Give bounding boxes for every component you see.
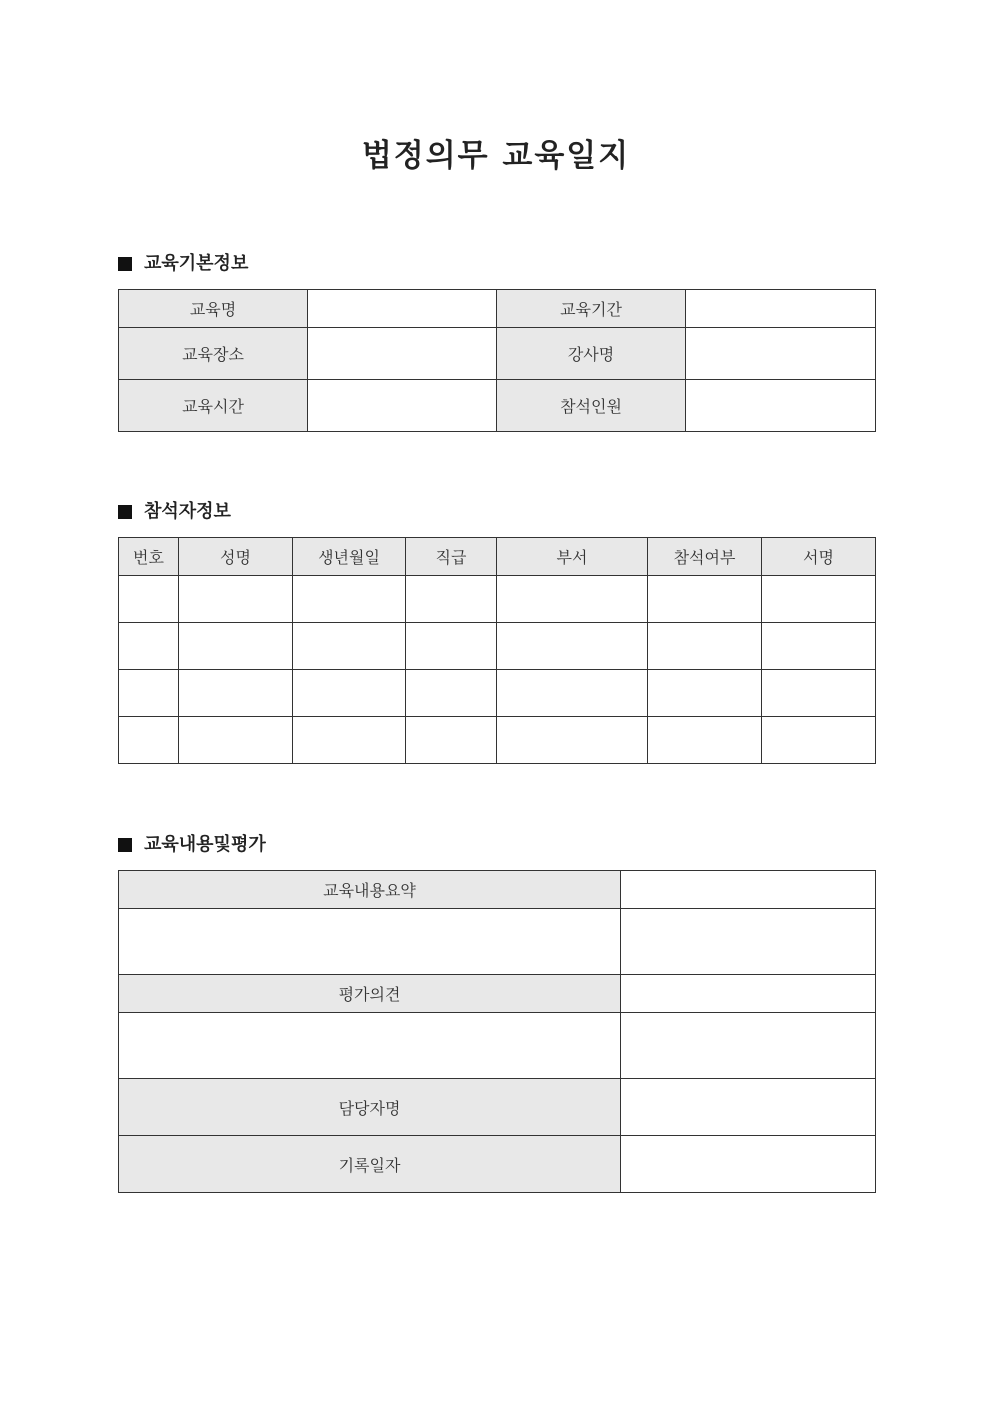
table-cell[interactable] — [119, 670, 179, 717]
value-cell[interactable] — [621, 1013, 876, 1079]
table-row — [119, 1136, 876, 1193]
value-cell[interactable] — [686, 328, 876, 380]
section-heading-basic-info — [118, 252, 248, 276]
table-cell[interactable] — [179, 576, 293, 623]
manager-label-cell: 담당자명 — [119, 1079, 621, 1136]
table-cell[interactable] — [648, 623, 762, 670]
table-cell[interactable] — [762, 576, 876, 623]
column-header-position: 직급 — [406, 538, 497, 576]
record-date-label-cell: 기록일자 — [119, 1136, 621, 1193]
summary-label-cell: 교육내용요약 — [119, 871, 621, 909]
table-cell[interactable] — [762, 670, 876, 717]
value-cell[interactable] — [308, 380, 497, 432]
table-cell[interactable] — [497, 670, 648, 717]
value-cell[interactable] — [308, 328, 497, 380]
table-cell[interactable] — [179, 717, 293, 764]
attendee-table — [118, 537, 876, 764]
label-cell: 강사명 — [497, 328, 686, 380]
column-header-number: 번호 — [119, 538, 179, 576]
value-cell[interactable] — [686, 290, 876, 328]
table-cell[interactable] — [119, 717, 179, 764]
section-heading-label: 참석자정보 — [144, 501, 231, 522]
table-row — [119, 380, 876, 432]
section-heading-attendees — [118, 500, 231, 524]
table-row — [119, 328, 876, 380]
value-cell[interactable] — [621, 909, 876, 975]
table-cell[interactable] — [648, 576, 762, 623]
value-cell[interactable] — [621, 975, 876, 1013]
value-cell[interactable] — [621, 871, 876, 909]
table-row — [119, 670, 876, 717]
table-cell[interactable] — [119, 623, 179, 670]
table-cell[interactable] — [293, 717, 406, 764]
label-cell: 교육명 — [119, 290, 308, 328]
section-heading-label: 교육내용및평가 — [144, 834, 266, 855]
table-row — [119, 975, 876, 1013]
table-row — [119, 576, 876, 623]
table-cell[interactable] — [648, 670, 762, 717]
evaluation-label-cell: 평가의견 — [119, 975, 621, 1013]
column-header-name: 성명 — [179, 538, 293, 576]
table-row — [119, 1079, 876, 1136]
column-header-attendance: 참석여부 — [648, 538, 762, 576]
table-cell[interactable] — [406, 717, 497, 764]
table-cell[interactable] — [293, 576, 406, 623]
square-bullet-icon — [118, 838, 132, 852]
manager-value-cell[interactable] — [621, 1079, 876, 1136]
table-cell[interactable] — [406, 623, 497, 670]
table-cell[interactable] — [179, 670, 293, 717]
table-row — [119, 623, 876, 670]
summary-value-cell[interactable] — [119, 909, 621, 975]
value-cell[interactable] — [686, 380, 876, 432]
label-cell: 교육기간 — [497, 290, 686, 328]
basic-info-table — [118, 289, 876, 432]
section-heading-label: 교육기본정보 — [144, 253, 249, 274]
value-cell[interactable] — [308, 290, 497, 328]
table-cell[interactable] — [497, 623, 648, 670]
table-cell[interactable] — [762, 717, 876, 764]
label-cell: 교육장소 — [119, 328, 308, 380]
table-row — [119, 1013, 876, 1079]
table-row — [119, 909, 876, 975]
table-cell[interactable] — [293, 670, 406, 717]
table-cell[interactable] — [406, 576, 497, 623]
label-cell: 교육시간 — [119, 380, 308, 432]
document-title: 법정의무 교육일지 — [361, 138, 631, 174]
table-cell[interactable] — [406, 670, 497, 717]
column-header-birthdate: 생년월일 — [293, 538, 406, 576]
square-bullet-icon — [118, 257, 132, 271]
table-cell[interactable] — [762, 623, 876, 670]
table-cell[interactable] — [179, 623, 293, 670]
table-cell[interactable] — [119, 576, 179, 623]
content-evaluation-table — [118, 870, 876, 1193]
table-row — [119, 871, 876, 909]
table-cell[interactable] — [497, 717, 648, 764]
label-cell: 참석인원 — [497, 380, 686, 432]
section-heading-content — [118, 833, 266, 857]
column-header-department: 부서 — [497, 538, 648, 576]
evaluation-value-cell[interactable] — [119, 1013, 621, 1079]
table-cell[interactable] — [497, 576, 648, 623]
square-bullet-icon — [118, 505, 132, 519]
table-row — [119, 290, 876, 328]
table-row — [119, 717, 876, 764]
record-date-value-cell[interactable] — [621, 1136, 876, 1193]
table-cell[interactable] — [648, 717, 762, 764]
column-header-signature: 서명 — [762, 538, 876, 576]
table-header-row — [119, 538, 876, 576]
table-cell[interactable] — [293, 623, 406, 670]
